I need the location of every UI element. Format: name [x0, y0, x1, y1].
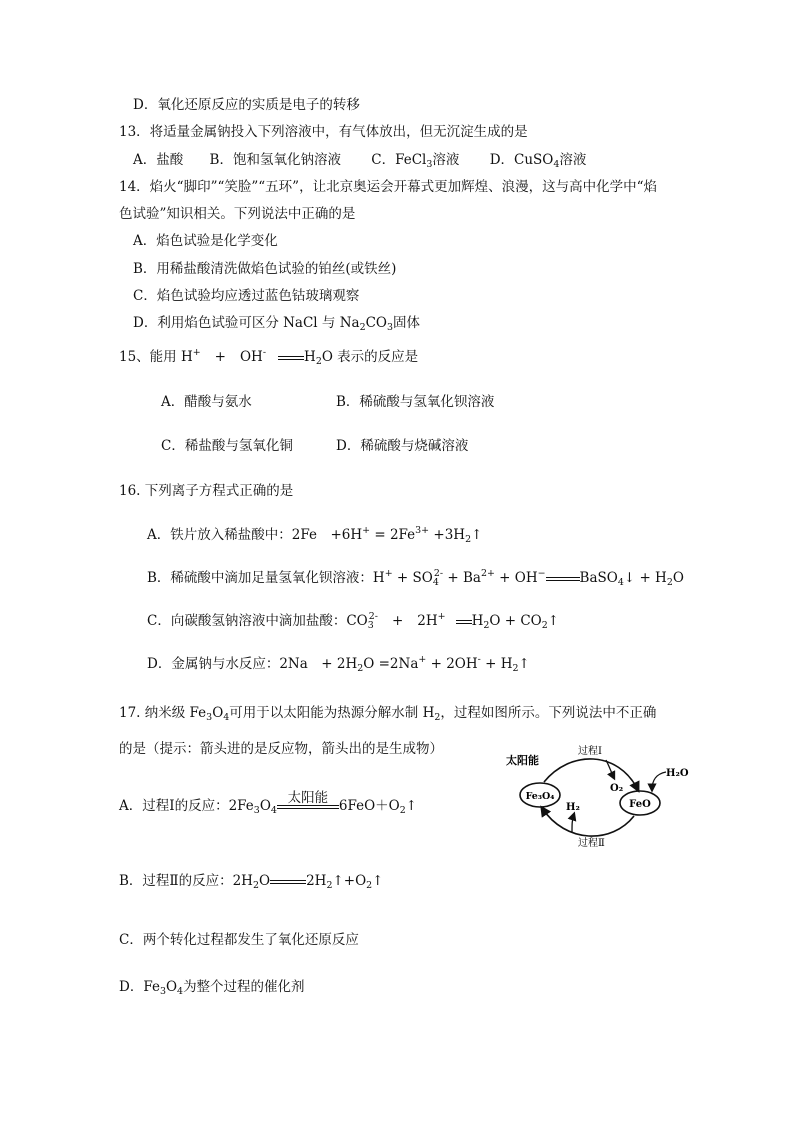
q16-option-a: A．铁片放入稀盐酸中：2Fe $+6H^+ = 2Fe^{3+}$ $+3H_2↑$ — [147, 525, 483, 545]
equals-sign — [456, 620, 472, 624]
q14-option-d: D．利用焰色试验可区分 NaCl 与 $Na_2CO_3$固体 — [133, 315, 421, 333]
diagram-label-o2: O₂ — [610, 783, 624, 794]
q17-stem-line1: 17. 纳米级 $Fe_3O_4$可用于以太阳能为热源分解水制 $H_2$，过程如图所示。下列说法中不正确 — [119, 705, 657, 723]
diagram-label-h2: H₂ — [566, 802, 580, 813]
q14-stem-line1 — [119, 178, 657, 196]
q17-option-c-text: C．两个转化过程都发生了氧化还原反应 — [119, 932, 359, 948]
node-fe3o4-label: Fe₃O₄ — [525, 791, 555, 802]
q15-option-c — [161, 437, 293, 455]
q17-option-b: B．过程Ⅱ的反应：$2H_2O$ $2H_2↑+O_2↑$ — [119, 873, 384, 891]
prev-option-d-text: D．氧化还原反应的实质是电子的转移 — [133, 97, 360, 113]
prev-option-d — [133, 96, 360, 114]
q13-options — [133, 151, 586, 169]
q15-stem: 15、能用 H+ + OH- $H_2O$ 表示的反应是 — [119, 347, 419, 367]
q13-option-a: A．盐酸 — [133, 152, 184, 168]
fe3o4-cycle-diagram — [500, 740, 700, 852]
equals-sign — [546, 577, 580, 581]
q16-option-b: B．稀硫酸中滴加足量氢氧化钡溶液：$H^+ + SO_4^{2-} + Ba^{2+} + OH^-$ BaSO$_4$↓ + $H_2O$ — [147, 568, 684, 588]
q15-option-d — [336, 437, 468, 455]
q14-option-b — [133, 260, 396, 278]
diagram-label-process1: 过程Ⅰ — [578, 746, 602, 757]
q13-stem-text: 13．将适量金属钠投入下列溶液中，有气体放出，但无沉淀生成的是 — [119, 124, 528, 140]
q13-stem — [119, 123, 528, 141]
q15-option-a — [161, 393, 252, 411]
q16-option-d: D．金属钠与水反应：2Na + $2H_2O =2Na^+ + 2OH^-$ + $H_2↑$ — [147, 654, 530, 674]
q14-option-a-text: A．焰色试验是化学变化 — [133, 233, 278, 249]
q14-stem-text-2: 色试验”知识相关。下列说法中正确的是 — [119, 206, 356, 222]
q14-stem-text-1: 14．焰火“脚印”“笑脸”“五环”，让北京奥运会开幕式更加辉煌、浪漫，这与高中化学中“焰 — [119, 179, 657, 195]
q14-option-a — [133, 232, 278, 250]
q15-option-b-text: B．稀硫酸与氢氧化钡溶液 — [336, 394, 495, 410]
q13-option-d: D．CuSO$_4$溶液 — [489, 152, 587, 170]
diagram-label-h2o: H₂O — [666, 768, 689, 779]
q14-option-c-text: C．焰色试验均应透过蓝色钴玻璃观察 — [133, 288, 360, 304]
node-feo-label: FeO — [629, 799, 651, 810]
q16-stem-text: 16. 下列离子方程式正确的是 — [119, 483, 294, 499]
equals-sign — [278, 356, 304, 360]
q14-option-b-text: B．用稀盐酸清洗做焰色试验的铂丝(或铁丝) — [133, 261, 397, 277]
q16-option-c: C．向碳酸氢钠溶液中滴加盐酸：$CO_3^{2-} + 2H^+$ $H_2O$ + $CO_2↑$ — [147, 611, 560, 631]
reaction-condition-solar: 太阳能 — [287, 789, 329, 806]
q17-option-d: D．$Fe_3O_4$为整个过程的催化剂 — [119, 979, 305, 997]
diagram-label-process2: 过程Ⅱ — [578, 838, 605, 849]
diagram-label-solar: 太阳能 — [506, 754, 539, 767]
q17-stem-line2 — [119, 740, 443, 758]
arrow-process1 — [544, 759, 638, 790]
arrow-process2 — [542, 808, 634, 836]
q15-option-d-text: D．稀硫酸与烧碱溶液 — [336, 438, 469, 454]
q14-stem-line2 — [119, 205, 355, 223]
arrow-h2o-in — [652, 772, 666, 790]
q13-option-c: C．FeCl$_3$溶液 — [371, 152, 460, 170]
q17-option-c — [119, 931, 359, 949]
q15-option-b — [336, 393, 494, 411]
arrow-h2-out — [572, 814, 574, 832]
q14-option-c — [133, 287, 359, 305]
q15-option-a-text: A．醋酸与氨水 — [161, 394, 252, 410]
q13-option-b: B．饱和氢氧化钠溶液 — [209, 152, 341, 168]
q16-stem — [119, 482, 293, 500]
q15-option-c-text: C．稀盐酸与氢氧化铜 — [161, 438, 293, 454]
q17-stem-text-2: 的是（提示：箭头进的是反应物，箭头出的是生成物） — [119, 741, 443, 757]
equals-sign — [270, 880, 306, 884]
q17-option-a: A．过程Ⅰ的反应：$2Fe_3O_4$ 太阳能 $6FeO+O_2↑$ — [119, 789, 418, 816]
